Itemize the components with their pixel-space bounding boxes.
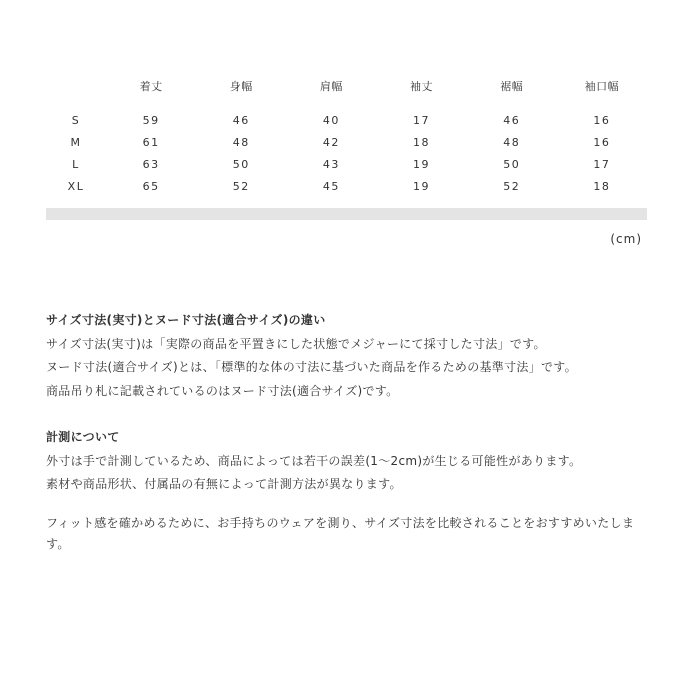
table-cell: 50 [503, 158, 521, 171]
note-line: ヌード寸法(適合サイズ)とは、「標準的な体の寸法に基づいた商品を作るための基準寸法」です。 [46, 360, 577, 374]
table-cell: 16 [593, 114, 611, 127]
table-cell: 59 [142, 114, 160, 127]
table-row [46, 110, 647, 132]
section-heading-size-difference: サイズ寸法(実寸)とヌード寸法(適合サイズ)の違い [46, 313, 326, 327]
header-body-width: 身幅 [229, 80, 253, 93]
spacer [46, 497, 646, 513]
table-cell: 46 [503, 114, 521, 127]
table-row [46, 154, 647, 176]
header-size-col [46, 70, 106, 104]
unit-label: (cm) [610, 232, 642, 246]
table-cell: 19 [413, 180, 431, 193]
table-cell: 45 [322, 180, 340, 193]
header-sleeve-length: 袖丈 [410, 80, 434, 93]
table-cell: 40 [322, 114, 340, 127]
table-header-row [46, 70, 647, 104]
table-cell: 63 [142, 158, 160, 171]
table-cell: 50 [232, 158, 250, 171]
table-cell: 52 [503, 180, 521, 193]
table-cell: 46 [232, 114, 250, 127]
header-cuff-width: 袖口幅 [584, 80, 620, 93]
table-row [46, 176, 647, 198]
table-cell: 16 [593, 136, 611, 149]
note-line: 外寸は手で計測しているため、商品によっては若干の誤差(1〜2cm)が生じる可能性があります。 [46, 453, 582, 468]
table-cell: 42 [322, 136, 340, 149]
note-line: 素材や商品形状、付属品の有無によって計測方法が異なります。 [46, 477, 402, 491]
table-cell: 17 [593, 158, 611, 171]
note-line: 商品吊り札に記載されているのはヌード寸法(適合サイズ)です。 [46, 383, 399, 398]
table-cell: 52 [232, 180, 250, 193]
spacer [46, 403, 646, 426]
table-cell: 65 [142, 180, 160, 193]
table-cell: 19 [413, 158, 431, 171]
header-shoulder-width: 肩幅 [319, 80, 343, 93]
note-line: サイズ寸法(実寸)は「実際の商品を平置きにした状態でメジャーにて採寸した寸法」です。 [46, 336, 546, 351]
table-cell: 17 [413, 114, 431, 127]
size-label: M [70, 136, 82, 149]
table-cell: 48 [503, 136, 521, 149]
size-label: XL [67, 180, 85, 193]
table-row [46, 132, 647, 154]
table-cell: 18 [593, 180, 611, 193]
size-table [46, 70, 647, 198]
header-hem-width: 裾幅 [500, 80, 524, 93]
advice-text: フィット感を確かめるために、お手持ちのウェアを測り、サイズ寸法を比較されることをおすすめいたします。 [46, 515, 635, 551]
table-divider-bar [46, 208, 647, 220]
header-length: 着丈 [139, 80, 163, 93]
table-cell: 43 [322, 158, 340, 171]
size-label: S [71, 114, 81, 127]
table-cell: 18 [413, 136, 431, 149]
table-cell: 48 [232, 136, 250, 149]
size-notes [46, 309, 646, 555]
section-heading-measurement: 計測について [46, 430, 120, 444]
table-cell: 61 [142, 136, 160, 149]
size-label: L [72, 158, 80, 171]
